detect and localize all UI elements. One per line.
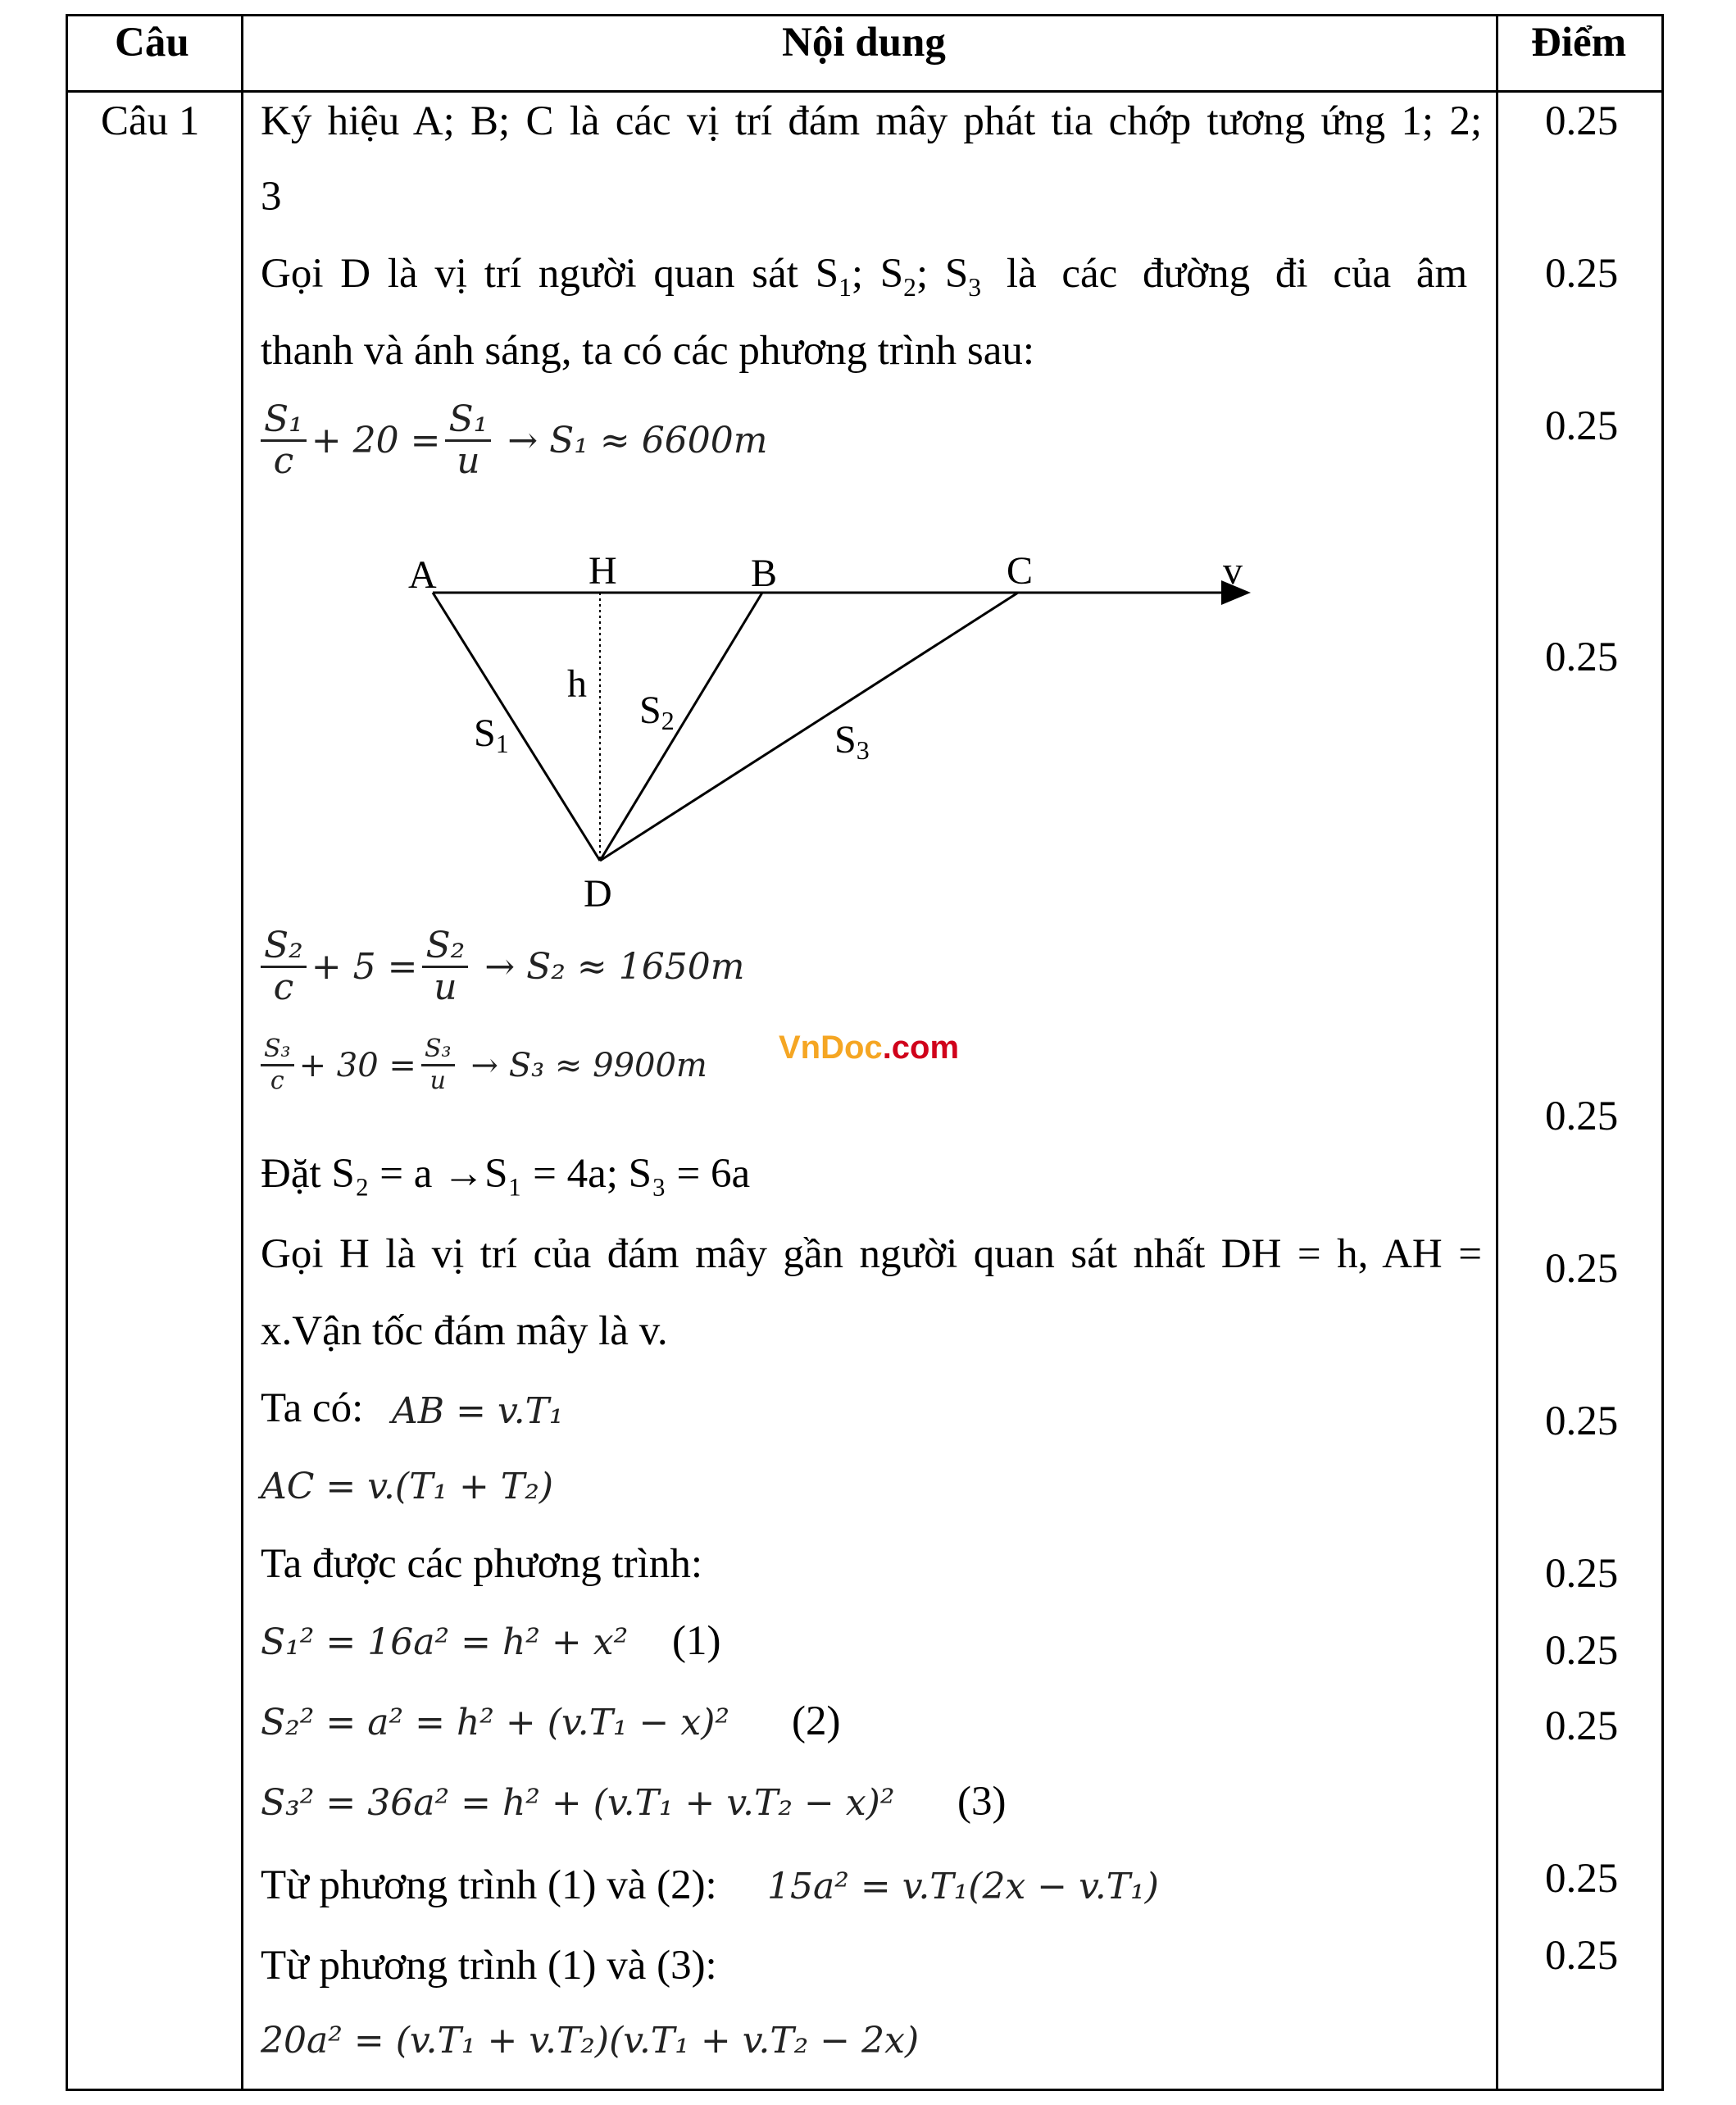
h-line-b: x.Vận tốc đám mây là v. <box>261 1308 668 1354</box>
eq3-numerator-2: S₃ <box>421 1034 455 1066</box>
point-11: 0.25 <box>1545 1856 1619 1902</box>
point-1: 0.25 <box>1545 98 1619 144</box>
s3-squared-eq: S₃² = 36a² = h² + (v.T₁ + v.T₂ − x)² <box>261 1782 895 1824</box>
equation-s1 <box>256 400 767 481</box>
vndoc-watermark <box>779 1030 959 1066</box>
watermark-vndoc: VnDoc <box>779 1030 883 1066</box>
eq1-numerator-2: S₁ <box>445 400 491 442</box>
point-3: 0.25 <box>1545 403 1619 449</box>
text-line-2a-pre: Gọi D là vị trí người quan sát S <box>261 251 839 297</box>
label-s3-sub: 3 <box>856 735 870 765</box>
s2-squared-eq: S₂² = a² = h² + (v.T₁ − x)² <box>261 1702 730 1744</box>
point-7: 0.25 <box>1545 1398 1619 1444</box>
text-line-1b: 3 <box>261 174 282 220</box>
eq2-result: → S₂ ≈ 1650m <box>484 946 745 988</box>
cloud-lightning-diagram <box>352 541 1664 951</box>
set-a-line: Đặt S₂ = a →S₁ = 4a; S₃ = 6a <box>261 1151 751 1197</box>
s1-squared-tag: (1) <box>672 1618 721 1664</box>
eq2-denominator-c: c <box>273 966 294 1008</box>
ab-equation: AB = v.T₁ <box>392 1390 564 1432</box>
eq3-denominator-c: c <box>270 1066 284 1095</box>
from-1-2-label: Từ phương trình (1) và (2): <box>261 1862 717 1908</box>
table-header-divider <box>66 90 1664 93</box>
label-s1-sub: 1 <box>495 729 509 758</box>
from-1-3-label: Từ phương trình (1) và (3): <box>261 1943 717 1989</box>
segment-s2 <box>600 593 762 861</box>
label-s2-sub: 2 <box>661 706 675 735</box>
label-h: H <box>589 549 617 593</box>
label-b: B <box>751 552 778 595</box>
eq2-numerator: S₂ <box>261 926 307 968</box>
h-line-a: Gọi H là vị trí của đám mây gần người quan sát nhất DH = h, AH = <box>261 1231 1482 1277</box>
label-s1-main: S <box>474 712 496 755</box>
label-h-height: h <box>567 662 587 706</box>
eq1-result: → S₁ ≈ 6600m <box>507 420 768 461</box>
text-line-2a-post: là các đường đi của âm <box>981 251 1468 297</box>
point-8: 0.25 <box>1545 1551 1619 1597</box>
eq1-numerator: S₁ <box>261 400 307 442</box>
s2-squared-tag: (2) <box>792 1698 841 1744</box>
eq1-denominator-c: c <box>273 440 294 482</box>
ta-duoc-label: Ta được các phương trình: <box>261 1541 702 1587</box>
eq3-numerator: S₃ <box>261 1034 294 1066</box>
label-c: C <box>1007 549 1034 593</box>
eq2-middle: + 5 = <box>311 946 418 988</box>
s1-squared-eq: S₁² = 16a² = h² + x² <box>261 1621 629 1663</box>
label-d: D <box>584 872 612 916</box>
label-s2-main: S <box>639 689 661 732</box>
point-6: 0.25 <box>1545 1246 1619 1292</box>
from-1-2-eq: 15a² = v.T₁(2x − v.T₁) <box>767 1866 1159 1907</box>
eq3-denominator-u: u <box>429 1066 446 1095</box>
table-col-divider-2 <box>1496 14 1498 2091</box>
point-12: 0.25 <box>1545 1933 1619 1979</box>
s3-squared-tag: (3) <box>957 1779 1007 1825</box>
table-border-left <box>66 14 68 2091</box>
text-line-2a-mid2: ; S <box>916 251 969 297</box>
point-10: 0.25 <box>1545 1703 1619 1749</box>
label-s3-main: S <box>834 718 857 762</box>
label-a: A <box>408 553 437 597</box>
question-label: Câu 1 <box>101 98 200 144</box>
header-diem: Điểm <box>1531 20 1627 66</box>
text-line-2a-mid1: ; S <box>851 251 904 297</box>
point-2: 0.25 <box>1545 251 1619 297</box>
eq1-denominator-u: u <box>457 440 480 482</box>
equation-s2 <box>256 926 744 1007</box>
header-cau: Câu <box>115 20 189 66</box>
eq3-middle: + 30 = <box>298 1046 416 1084</box>
sub-s1: 1 <box>838 273 852 302</box>
table-border-top <box>66 14 1664 16</box>
text-line-1a: Ký hiệu A; B; C là các vị trí đám mây phát tia chớp tương ứng 1; 2; <box>261 98 1482 144</box>
eq2-numerator-2: S₂ <box>422 926 468 968</box>
table-border-bottom <box>66 2089 1664 2091</box>
text-line-2b: thanh và ánh sáng, ta có các phương trình sau: <box>261 328 1034 374</box>
point-9: 0.25 <box>1545 1628 1619 1674</box>
label-v: v <box>1223 549 1243 593</box>
label-s2 <box>639 689 675 735</box>
point-5: 0.25 <box>1545 1093 1619 1139</box>
label-s1 <box>474 712 509 758</box>
sub-s2: 2 <box>903 273 916 302</box>
eq2-denominator-u: u <box>434 966 457 1008</box>
ta-co-label: Ta có: <box>261 1385 364 1431</box>
table-col-divider-1 <box>241 14 243 2091</box>
from-1-3-eq: 20a² = (v.T₁ + v.T₂)(v.T₁ + v.T₂ − 2x) <box>261 2020 920 2062</box>
header-noi-dung: Nội dung <box>782 20 946 66</box>
label-s3 <box>834 718 870 765</box>
table-border-right <box>1661 14 1664 2091</box>
eq3-result: → S₃ ≈ 9900m <box>470 1046 707 1084</box>
eq1-middle: + 20 = <box>311 420 441 461</box>
sub-s3: 3 <box>968 273 982 302</box>
text-line-2a <box>261 249 1482 302</box>
point-4: 0.25 <box>1545 634 1619 680</box>
segment-s1 <box>433 593 600 861</box>
equation-s3 <box>256 1034 707 1096</box>
watermark-com: .com <box>882 1030 960 1066</box>
ac-equation: AC = v.(T₁ + T₂) <box>261 1466 554 1507</box>
